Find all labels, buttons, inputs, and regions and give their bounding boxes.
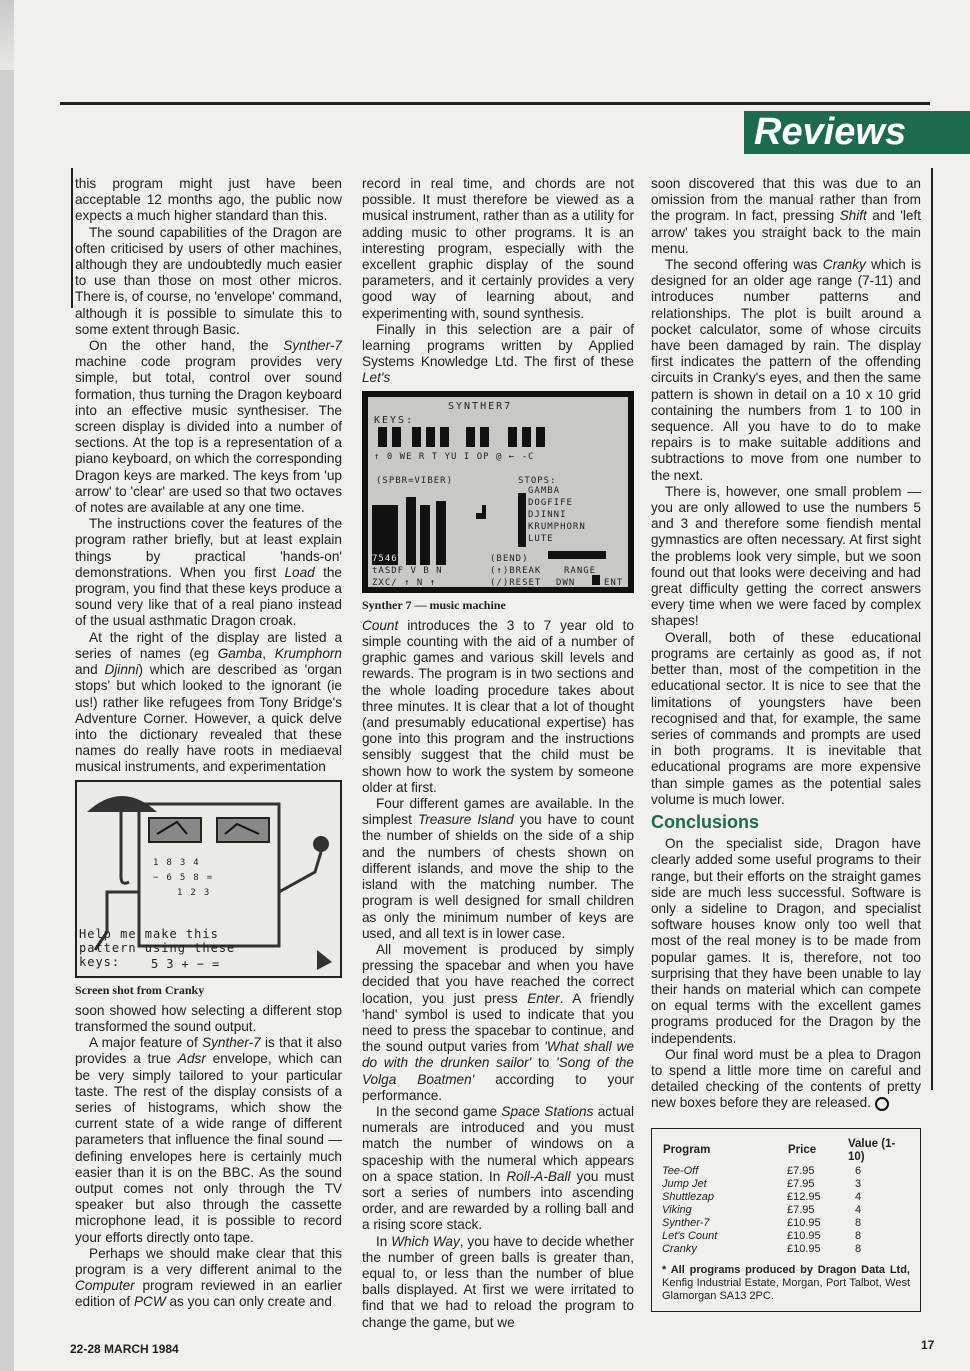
col3-paragraph: Our final word must be a plea to Dragon to spend a little more time on careful and detailed checking of the contents of pretty new boxes before they are released.: [651, 1046, 921, 1111]
table-row: Cranky £10.95 8: [662, 1242, 862, 1255]
price-table-box: [651, 1128, 921, 1312]
col3-paragraph: On the specialist side, Dragon have clearly added some useful programs to their range, but their efforts on the straight games side are much less successful. Software is only a sideline to Dragon, and specialist software houses know only too well that most of the real money is to be made from popular games. It is, therefore, not too surprising that they have been unable to lay their hands on material which can compete on equal terms with the excellent games programs produced for the Dragon by the independents.: [651, 836, 921, 1046]
synther-vibrato: (SPBR=VIBER): [376, 475, 454, 486]
synther-bend: (BEND): [490, 553, 529, 564]
col2-paragraph: record in real time, and chords are not possible. It must therefore be viewed as a musical instrument, rather than as a utility for adding music to other programs. It is an interesting program, especially with the excellent graphic display of the sound parameters, and it certainly provides a very good way of learning about, and experimenting with, sound synthesis.: [362, 176, 634, 321]
left-column-rule: [71, 168, 73, 308]
col3-paragraph: soon discovered that this was due to an omission from the manual rather than from the program. In fact, pressing Shift and 'left arrow' takes you straight back to the main menu.: [651, 176, 921, 256]
col2-paragraph: All movement is produced by simply pressing the spacebar and when you have decided that you have reached the correct location, you just press Enter. A friendly 'hand' symbol is used to indicate that you need to press the spacebar to continue, and the sound output varies from 'What shall we do with the drunken sailor' to 'Song of the Volga Boatmen' according to your performance.: [362, 941, 635, 1103]
right-column-rule: [931, 168, 933, 1090]
col2-paragraph: Count introduces the 3 to 7 year old to simple counting with the aid of a number of graphic games and various skill levels and rewards. The program is in two sections and the whole loading procedure takes about three minutes. It is clear that a lot of thought (and presumably educational expertise) has gone into this program and the instructions sensibly suggest that the child must be shown how to work the system by someone older at first.: [362, 617, 634, 795]
conclusions-heading: Conclusions: [651, 811, 760, 832]
table-row: Shuttlezap £12.95 4: [662, 1190, 862, 1203]
cranky-prompt-line: Help me make this: [79, 926, 219, 941]
table-row: Tee-Off £7.95 6: [662, 1164, 862, 1177]
end-mark-icon: [875, 1097, 889, 1111]
synther-stops-list: GAMBA DOGFIFE DJINNI KRUMPHORN LUTE: [528, 485, 586, 544]
synther-reset: (/)RESET: [490, 577, 542, 587]
synther-screenshot: [368, 397, 628, 587]
header-rule: [60, 102, 930, 105]
col1-paragraph: At the right of the display are listed a series of names (eg Gamba, Krumphorn and Djinni) which are described as 'organ stops' but which looked to the ignorant (ie us!) rather like refugees from Tony Bridge's Adventure Corner. However, a quick delve into the dictionary revealed that these names do really have roots in mediaeval musical instruments, and experimentation: [75, 629, 342, 775]
synther-screenshot-frame: [362, 391, 634, 593]
synther-dwn: DWN: [556, 577, 576, 587]
col1-paragraph: The sound capabilities of the Dragon are often criticised by users of other machines, although they are undoubtedly much easier to use than those on most other micros. There is, of course, no 'envelope' command, although it is possible to simulate this to some extent through Basic.: [75, 224, 342, 337]
cranky-prompt-line: pattern using these: [79, 940, 236, 955]
col1-paragraph: Perhaps we should make clear that this program is a very different animal to the Computer program reviewed in an earlier edition of PCW as you can only create and: [75, 1245, 342, 1310]
column-3: [651, 176, 921, 1312]
synther-ent: ENT: [604, 577, 624, 587]
table-header: Value (1-10): [848, 1137, 896, 1163]
col2-paragraph: Four different games are available. In the simplest Treasure Island you have to count the number of shields on the side of a ship and the numbers of chests shown on different islands, and move the ship to the island with the matching number. The program is well designed for small children as only the minimum number of keys are used, and all text is in lower case.: [362, 796, 634, 941]
table-row: Let's Count £10.95 8: [662, 1229, 862, 1242]
table-footnote: * All programs produced by Dragon Data Ltd, Kenfig Industrial Estate, Morgan, Port Talbot, West Glamorgan SA13 2PC.: [662, 1263, 910, 1302]
col3-paragraph: The second offering was Cranky which is designed for an older age range (7-11) and introduces number patterns and relationships. The plot is built around a pocket calculator, some of whose circuits have been damaged by rain. The display first indicates the pattern of the offending circuits in Cranky's eyes, and then the same pattern is shown in detail on a 10 x 10 grid containing the numbers from 1 to 100 in sequence. All you have to do to make repairs is to make suitable additions and subtractions to move from one number to the next.: [651, 257, 921, 483]
col1-paragraph: A major feature of Synther-7 is that it also provides a true Adsr envelope, which can be very simply tailored to your particular taste. The rest of the display consists of a series of histograms, which show the current state of a wide range of different parameters that influence the final sound — defining envelopes here is certainly much easier than it is on the BBC. As the sound output comes not only through the TV speaker but also through the cassette microphone lead, it is possible to record your efforts directly onto tape.: [75, 1035, 342, 1245]
table-header-row: [662, 1137, 910, 1165]
col1-paragraph: On the other hand, the Synther-7 machine code program provides very simple, but total, control over sound formation, thus turning the Dragon keyboard into an effective music synthesiser. The screen display is divided into a number of sections. At the top is a representation of a piano keyboard, on which the corresponding Dragon keys are marked. The keys from 'up arrow' to 'clear' are used so that two octaves of notes are available at any one time.: [75, 338, 342, 516]
col1-paragraph: soon showed how selecting a different stop transformed the sound output.: [75, 1002, 342, 1034]
synther-stops-label: STOPS:: [518, 475, 557, 486]
column-1: [75, 176, 342, 1311]
table-row: Viking £7.95 4: [662, 1203, 862, 1216]
synther-keyboard-row: ZXC/ ↑ N ↑: [372, 577, 437, 587]
footer-date: 22-28 MARCH 1984: [70, 1342, 179, 1356]
page-number: 17: [921, 1338, 935, 1352]
col1-paragraph: this program might just have been acceptable 12 months ago, the public now expects a much higher standard than this.: [75, 176, 342, 224]
synther-keyboard-row: tASDF V B N: [372, 565, 443, 576]
cranky-caption: Screen shot from Cranky: [75, 982, 205, 997]
key-grid-row: 123: [177, 887, 218, 898]
table-row: Jump Jet £7.95 3: [662, 1177, 862, 1190]
price-table: [662, 1137, 910, 1256]
col3-paragraph: Overall, both of these educational programs are certainly as good as, if not better than, most of the competition in the educational sector. It is nice to see that the limitations of youngsters have been recognised and that, for example, the same series of commands and prompts are used in both programs. It is inevitable that educational programs are more expensive than simple games as the potential sales volume is much lower.: [651, 629, 921, 807]
synther-title: SYNTHER7: [448, 400, 513, 412]
col2-paragraph: In Which Way, you have to decide whether the number of green balls is greater than, equal to, or less than the number of blue balls displayed. At first we were irritated to find that we had to reload the program to change the game, but we: [362, 1233, 634, 1330]
col1-paragraph: The instructions cover the features of the program rather briefly, but at least explain things by practical 'hands-on' demonstrations. When you first Load the program, you find that these keys produce a sound very like that of a real piano instead of the usual asthmatic Dragon croak.: [75, 516, 342, 629]
cranky-prompt-line: keys:: [79, 954, 121, 969]
synther-caption: Synther 7 — music machine: [362, 597, 506, 612]
table-row: Synther-7 £10.95 8: [662, 1216, 862, 1229]
section-banner: Reviews: [744, 111, 970, 154]
synther-key-row: ↑ 0 WE R T YU I OP @ ← -C: [374, 451, 535, 462]
col2-paragraph: Finally in this selection are a pair of learning programs written by Applied Systems Knowledge Ltd. The first of these Let's: [362, 321, 634, 386]
cranky-screenshot: [75, 780, 342, 978]
col3-paragraph: There is, however, one small problem — you are only allowed to use the numbers 5 and 3 and therefore some fiendish mental gymnastics are often necessary. At first sight the problems look very simple, but we soon found out that looks were deceiving and had great difficulty getting the correct answers every time when we were faced by complex shapes!: [651, 483, 921, 629]
column-2: [362, 176, 634, 1331]
key-grid-row: −658=: [153, 872, 221, 883]
synther-break: (↑)BREAK: [490, 565, 542, 576]
key-grid-row: 1834: [153, 857, 207, 868]
synther-range: RANGE: [564, 565, 597, 576]
cranky-allowed-keys: 53+−=: [151, 956, 228, 971]
table-header: Price: [788, 1144, 817, 1157]
table-header: Program: [663, 1144, 711, 1157]
col2-paragraph: In the second game Space Stations actual numerals are introduced and you must match the number of windows on a spaceship with the numeral which appears on a space station. In Roll-A-Ball you must sort a series of numbers into ascending order, and are rewarded by a rolling ball and a rising score stack.: [362, 1103, 634, 1233]
synther-number: 7546: [372, 553, 398, 564]
synther-keys-label: KEYS:: [374, 414, 415, 426]
